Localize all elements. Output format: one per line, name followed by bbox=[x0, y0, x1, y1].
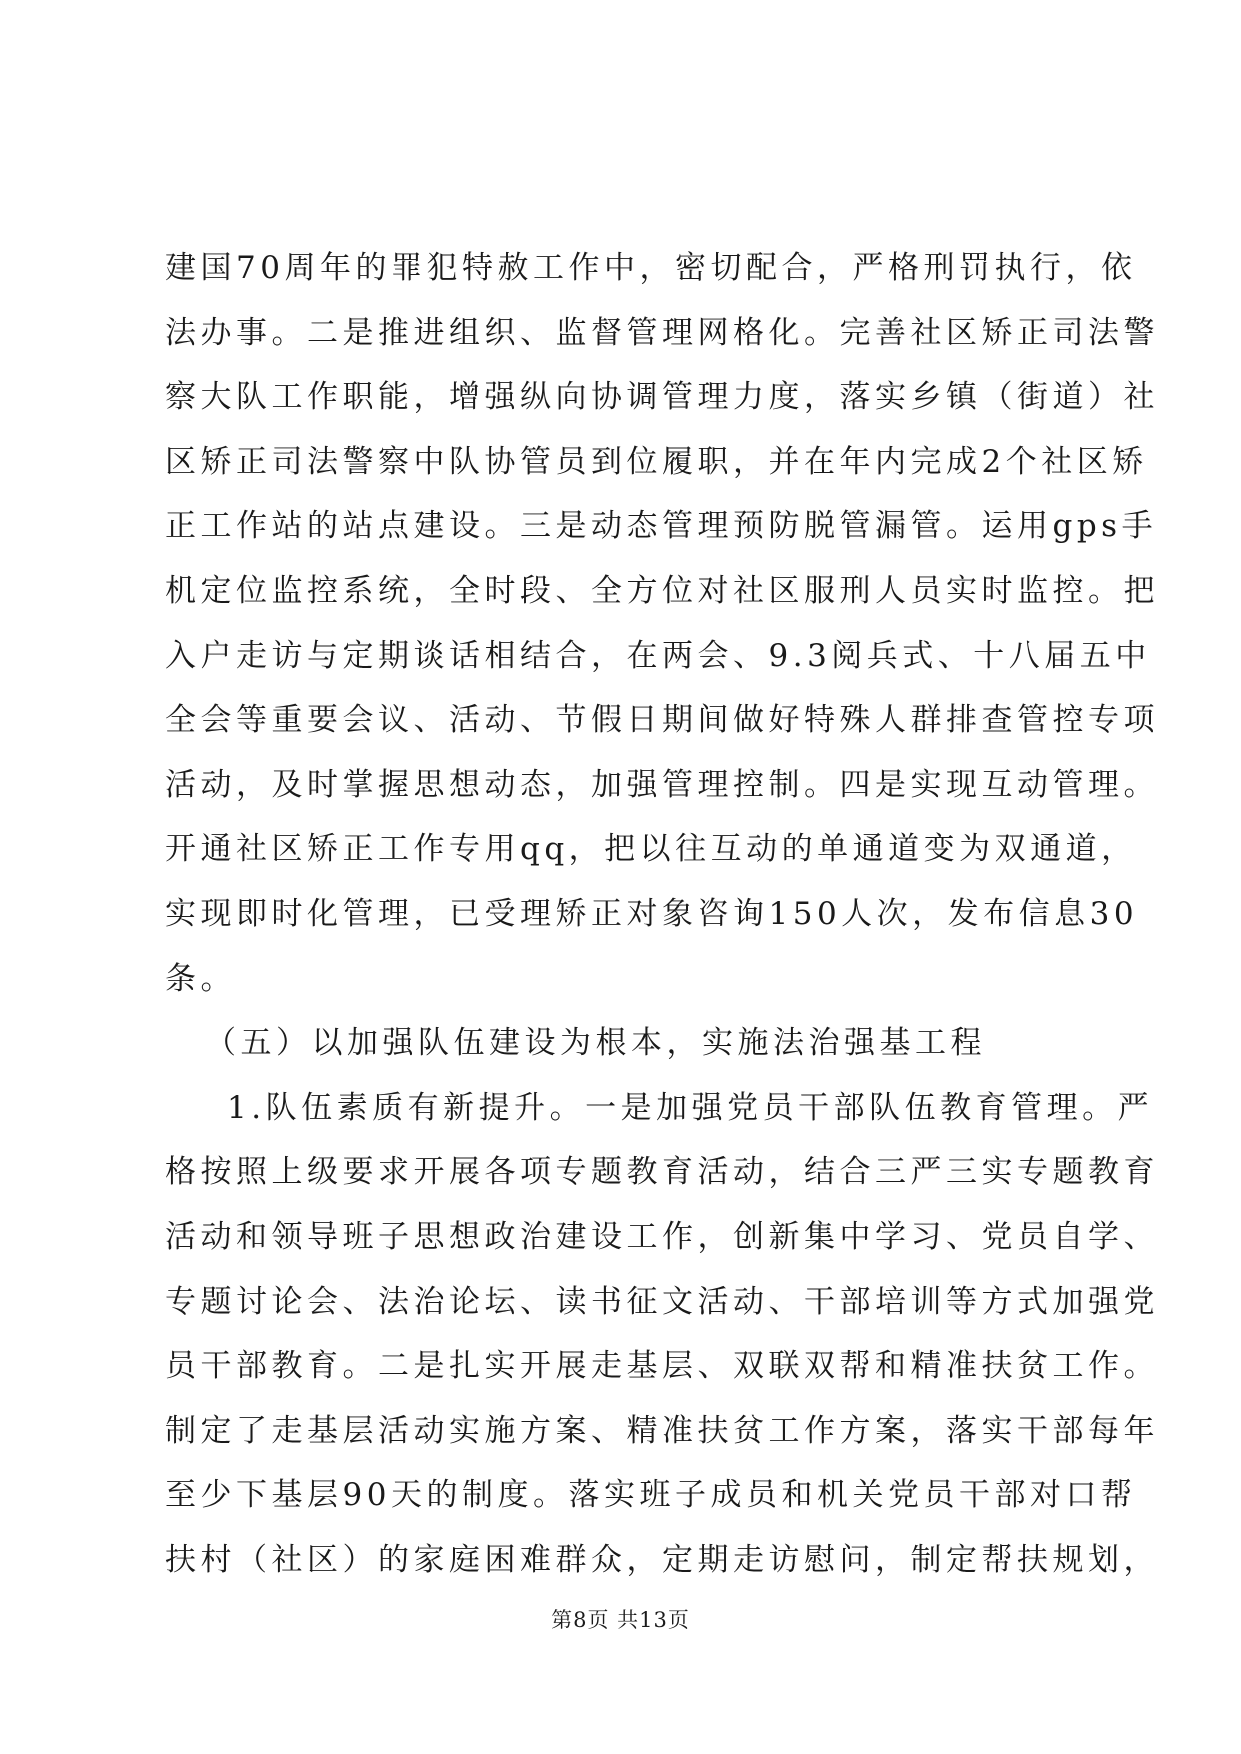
text-line: 区矫正司法警察中队协管员到位履职，并在年内完成2个社区矫 bbox=[165, 443, 1148, 480]
section-heading: （五）以加强队伍建设为根本，实施法治强基工程 bbox=[205, 1025, 986, 1062]
text-line: 扶村（社区）的家庭困难群众，定期走访慰问，制定帮扶规划， bbox=[165, 1541, 1159, 1578]
text-line: 建国70周年的罪犯特赦工作中，密切配合，严格刑罚执行，依 bbox=[165, 250, 1137, 286]
text-line: 1.队伍素质有新提升。一是加强党员干部队伍教育管理。严 bbox=[227, 1089, 1154, 1126]
text-line: 活动和领导班子思想政治建设工作，创新集中学习、党员自学、 bbox=[165, 1218, 1159, 1255]
text-line: 法办事。二是推进组织、监督管理网格化。完善社区矫正司法警 bbox=[165, 314, 1159, 351]
text-line: 实现即时化管理，已受理矫正对象咨询150人次，发布信息30 bbox=[165, 895, 1139, 932]
text-line: 条。 bbox=[165, 960, 236, 997]
text-line: 正工作站的站点建设。三是动态管理预防脱管漏管。运用gps手 bbox=[165, 508, 1158, 545]
text-line: 员干部教育。二是扎实开展走基层、双联双帮和精准扶贫工作。 bbox=[165, 1348, 1159, 1385]
text-line: 开通社区矫正工作专用qq，把以往互动的单通道变为双通道， bbox=[165, 831, 1137, 868]
page-number-footer: 第8页 共13页 bbox=[551, 1608, 690, 1632]
text-line: 至少下基层90天的制度。落实班子成员和机关党员干部对口帮 bbox=[165, 1477, 1137, 1514]
text-line: 制定了走基层活动实施方案、精准扶贫工作方案，落实干部每年 bbox=[165, 1412, 1159, 1449]
text-line: 全会等重要会议、活动、节假日期间做好特殊人群排查管控专项 bbox=[165, 702, 1159, 739]
text-line: 入户走访与定期谈话相结合，在两会、9.3阅兵式、十八届五中 bbox=[165, 637, 1151, 674]
text-line: 专题讨论会、法治论坛、读书征文活动、干部培训等方式加强党 bbox=[165, 1283, 1159, 1320]
text-line: 机定位监控系统，全时段、全方位对社区服刑人员实时监控。把 bbox=[165, 572, 1159, 609]
text-line: 格按照上级要求开展各项专题教育活动，结合三严三实专题教育 bbox=[165, 1154, 1159, 1191]
body-text bbox=[165, 236, 1159, 1592]
text-line: 活动，及时掌握思想动态，加强管理控制。四是实现互动管理。 bbox=[165, 766, 1159, 803]
text-line: 察大队工作职能，增强纵向协调管理力度，落实乡镇（街道）社 bbox=[165, 379, 1159, 416]
